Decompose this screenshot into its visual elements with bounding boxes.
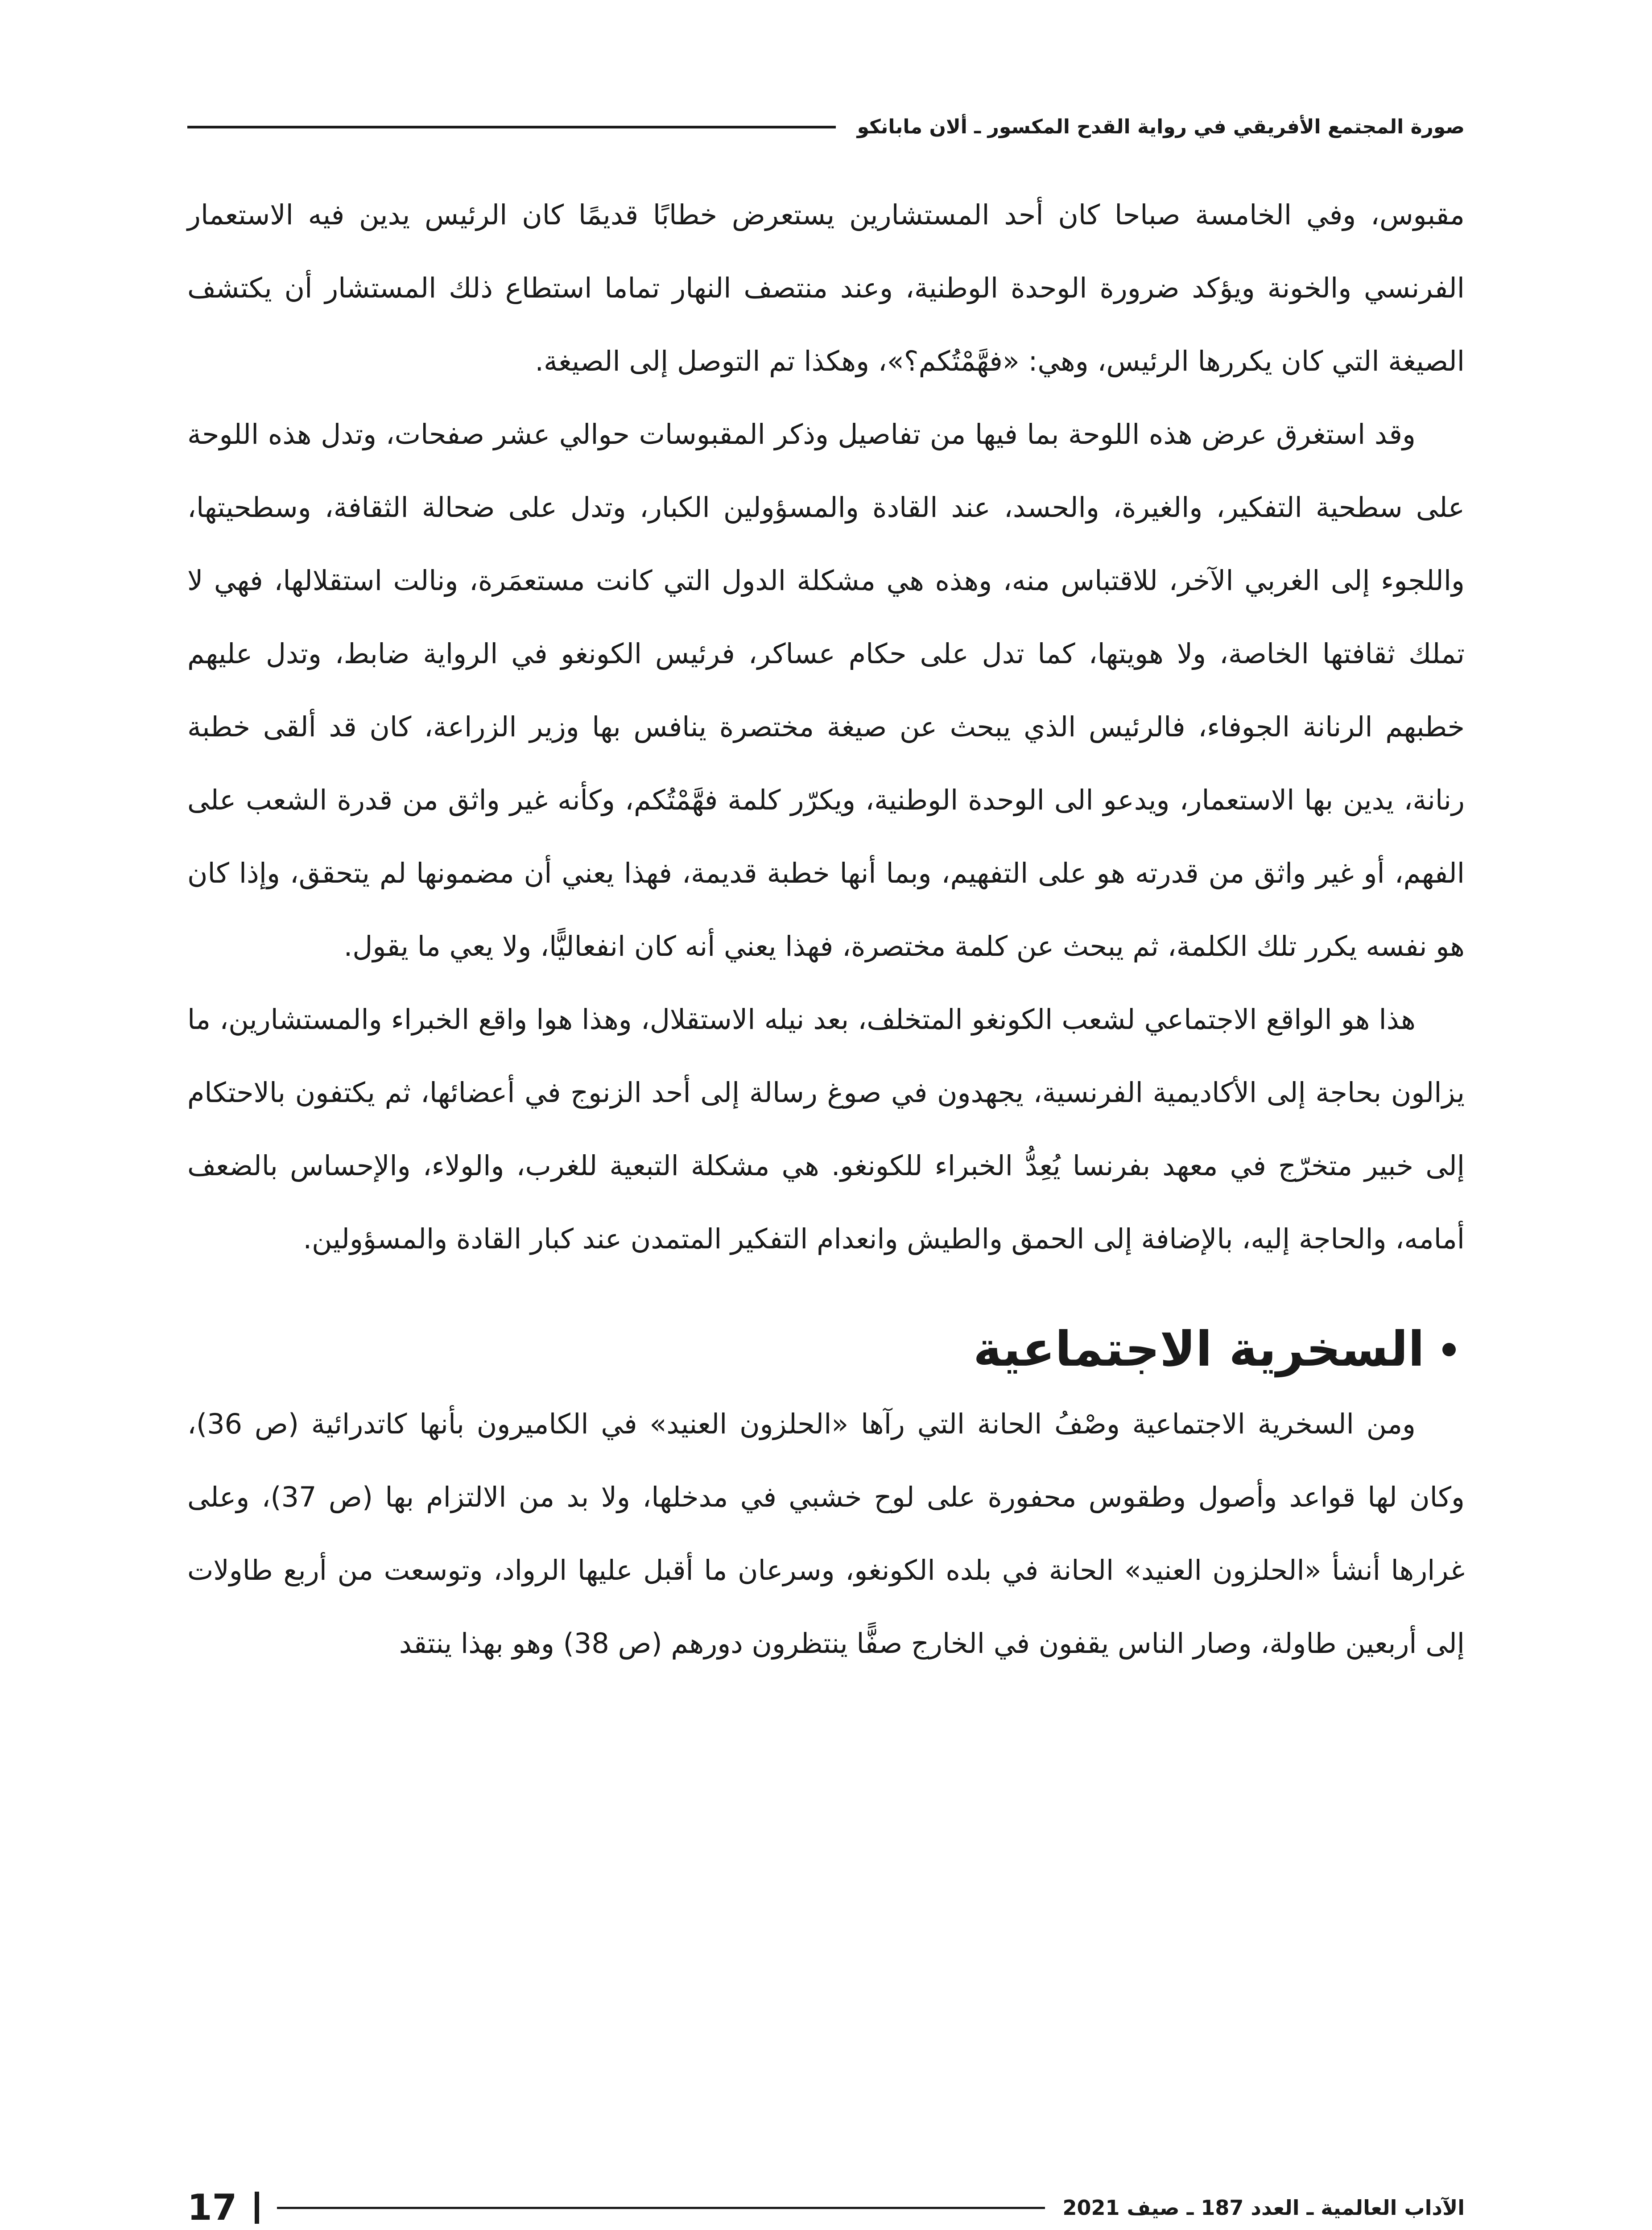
paragraph-1: مقبوس، وفي الخامسة صباحا كان أحد المستشارين يستعرض خطابًا قديمًا كان الرئيس يدين فيه الاستعمار الفرنسي والخونة ويؤكد ضرورة الوحدة الوطنية، وعند منتصف النهار تماما استطاع ذلك المستشار أن يكتشف الصيغة التي كان يكررها الرئيس، وهي: «فهَّمْتُكم؟»، وهكذا تم التوصل إلى الصيغة.: [187, 198, 1465, 377]
running-title: صورة المجتمع الأفريقي في رواية القدح المكسور ـ ألان مابانكو: [857, 116, 1465, 138]
section-paragraph: ومن السخرية الاجتماعية وصْفُ الحانة التي رآها «الحلزون العنيد» في الكاميرون بأنها كاتدرائية (ص 36)، وكان لها قواعد وأصول وطقوس محفورة على لوح خشبي في مدخلها، ولا بد من الالتزام بها (ص 37)، وعلى غرارها أنشأ «الحلزون العنيد» الحانة في بلده الكونغو، وسرعان ما أقبل عليها الرواد، وتوسعت من أربع طاولات إلى أربعين طاولة، وصار الناس يقفون في الخارج صفًّا ينتظرون دورهم (ص 38) وهو بهذا ينتقد: [187, 1408, 1465, 1660]
paragraph-3: هذا هو الواقع الاجتماعي لشعب الكونغو المتخلف، بعد نيله الاستقلال، وهذا هوا واقع الخبراء والمستشارين، ما يزالون بحاجة إلى الأكاديمية الفرنسية، يجهدون في صوغ رسالة إلى أحد الزنوج في أعضائها، ثم يكتفون بالاحتكام إلى خبير متخرّج في معهد بفرنسا يُعِدُّ الخبراء للكونغو. هي مشكلة التبعية للغرب، والولاء، والإحساس بالضعف أمامه، والحاجة إليه، بالإضافة إلى الحمق والطيش وانعدام التفكير المتمدن عند كبار القادة والمسؤولين.: [187, 1003, 1465, 1255]
header-rule: [187, 126, 836, 128]
section-heading: [187, 1316, 1465, 1383]
paragraph-2: وقد استغرق عرض هذه اللوحة بما فيها من تفاصيل وذكر المقبوسات حوالي عشر صفحات، وتدل هذه اللوحة على سطحية التفكير، والغيرة، والحسد، عند القادة والمسؤولين الكبار، وتدل على ضحالة الثقافة، وسطحيتها، واللجوء إلى الغربي الآخر، للاقتباس منه، وهذه هي مشكلة الدول التي كانت مستعمَرة، ونالت استقلالها، فهي لا تملك ثقافتها الخاصة، ولا هويتها، كما تدل على حكام عساكر، فرئيس الكونغو في الرواية ضابط، وتدل عليهم خطبهم الرنانة الجوفاء، فالرئيس الذي يبحث عن صيغة مختصرة ينافس بها وزير الزراعة، كان قد ألقى خطبة رنانة، يدين بها الاستعمار، ويدعو الى الوحدة الوطنية، ويكرّر كلمة فهَّمْتُكم، وكأنه غير واثق من قدرة الشعب على الفهم، أو غير واثق من قدرته هو على التفهيم، وبما أنها خطبة قديمة، فهذا يعني أن مضمونها لم يتحقق، وإذا كان هو نفسه يكرر تلك الكلمة، ثم يبحث عن كلمة مختصرة، فهذا يعني أنه كان انفعاليًّا، ولا يعي ما يقول.: [187, 418, 1465, 962]
page-footer: [187, 2187, 1465, 2228]
bullet-icon: [1442, 1343, 1456, 1356]
section-heading-text: السخرية الاجتماعية: [973, 1321, 1425, 1377]
page-number: 17: [187, 2187, 237, 2228]
running-header: [187, 112, 1465, 143]
article-body: [187, 178, 1465, 1680]
journal-issue: الآداب العالمية ـ العدد 187 ـ صيف 2021: [1062, 2196, 1465, 2220]
footer-separator: [255, 2192, 259, 2224]
footer-rule: [277, 2207, 1045, 2209]
